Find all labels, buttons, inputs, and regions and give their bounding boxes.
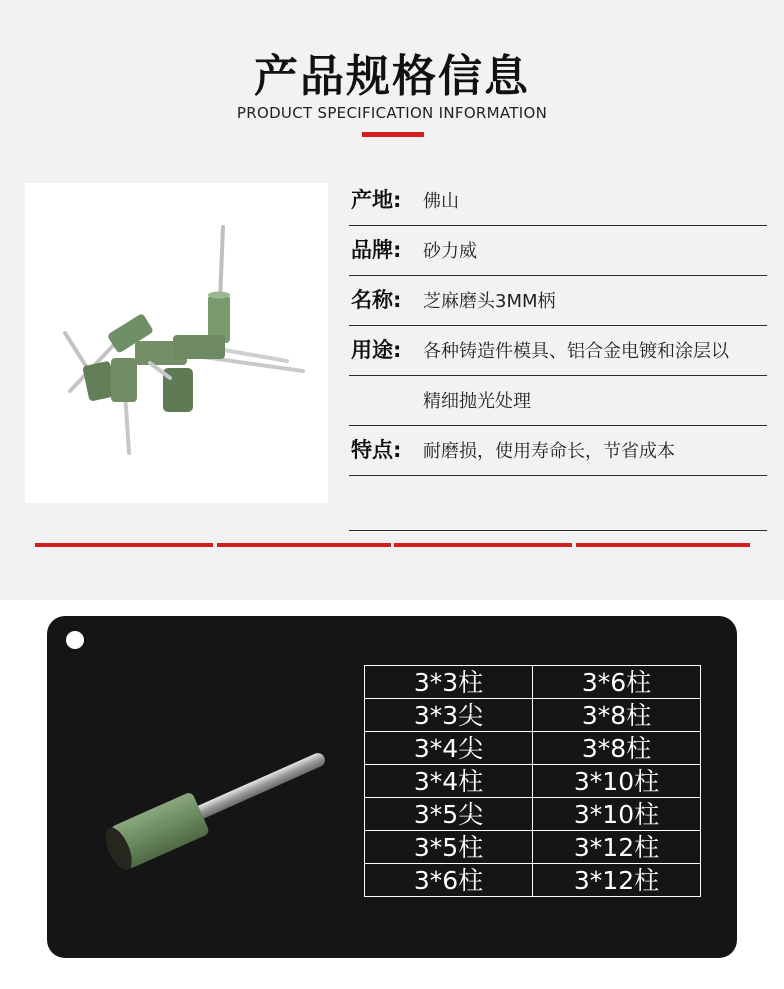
product-group-photo xyxy=(25,183,328,503)
table-row xyxy=(365,864,701,897)
red-divider xyxy=(394,543,572,547)
spec-value: 佛山 xyxy=(423,191,459,212)
size-cell: 3*4尖 xyxy=(365,732,533,765)
size-cell: 3*4柱 xyxy=(365,765,533,798)
size-cell: 3*6柱 xyxy=(365,864,533,897)
page-title: 产品规格信息 xyxy=(254,51,530,102)
size-cell: 3*12柱 xyxy=(533,864,701,897)
spec-row-usage xyxy=(349,326,767,376)
table-row xyxy=(365,765,701,798)
table-row xyxy=(365,699,701,732)
spec-label: 产地: xyxy=(351,188,402,212)
spec-row-features xyxy=(349,426,767,476)
spec-value: 各种铸造件模具、铝合金电镀和涂层以 xyxy=(423,341,729,362)
spec-row-empty xyxy=(349,481,767,531)
grinding-heads-group-image xyxy=(25,183,328,503)
spec-value: 芝麻磨头3MM柄 xyxy=(423,291,556,312)
table-row xyxy=(365,831,701,864)
spec-label: 用途: xyxy=(351,338,402,362)
spec-row-origin xyxy=(349,176,767,226)
table-row xyxy=(365,798,701,831)
size-cell: 3*10柱 xyxy=(533,765,701,798)
size-table xyxy=(364,665,701,897)
size-cell: 3*12柱 xyxy=(533,831,701,864)
size-cell: 3*10柱 xyxy=(533,798,701,831)
title-underline xyxy=(362,132,424,137)
spec-row-brand xyxy=(349,226,767,276)
panel-hole xyxy=(66,631,84,649)
page-subtitle: PRODUCT SPECIFICATION INFORMATION xyxy=(236,104,548,122)
size-cell: 3*5尖 xyxy=(365,798,533,831)
grinding-head-image xyxy=(85,745,345,870)
spec-label: 特点: xyxy=(351,438,402,462)
size-cell: 3*3尖 xyxy=(365,699,533,732)
spec-value: 精细抛光处理 xyxy=(423,391,531,412)
table-row xyxy=(365,732,701,765)
size-cell: 3*5柱 xyxy=(365,831,533,864)
spec-value: 砂力威 xyxy=(423,241,477,262)
size-cell: 3*6柱 xyxy=(533,666,701,699)
size-cell: 3*8柱 xyxy=(533,732,701,765)
size-cell: 3*8柱 xyxy=(533,699,701,732)
spec-label: 名称: xyxy=(351,288,402,312)
spec-label: 品牌: xyxy=(351,238,402,262)
red-divider xyxy=(217,543,391,547)
size-cell: 3*3柱 xyxy=(365,666,533,699)
spec-row-usage-cont xyxy=(349,376,767,426)
spec-row-name xyxy=(349,276,767,326)
red-divider xyxy=(35,543,213,547)
spec-value: 耐磨损，使用寿命长，节省成本 xyxy=(423,441,675,462)
red-divider xyxy=(576,543,750,547)
table-row xyxy=(365,666,701,699)
